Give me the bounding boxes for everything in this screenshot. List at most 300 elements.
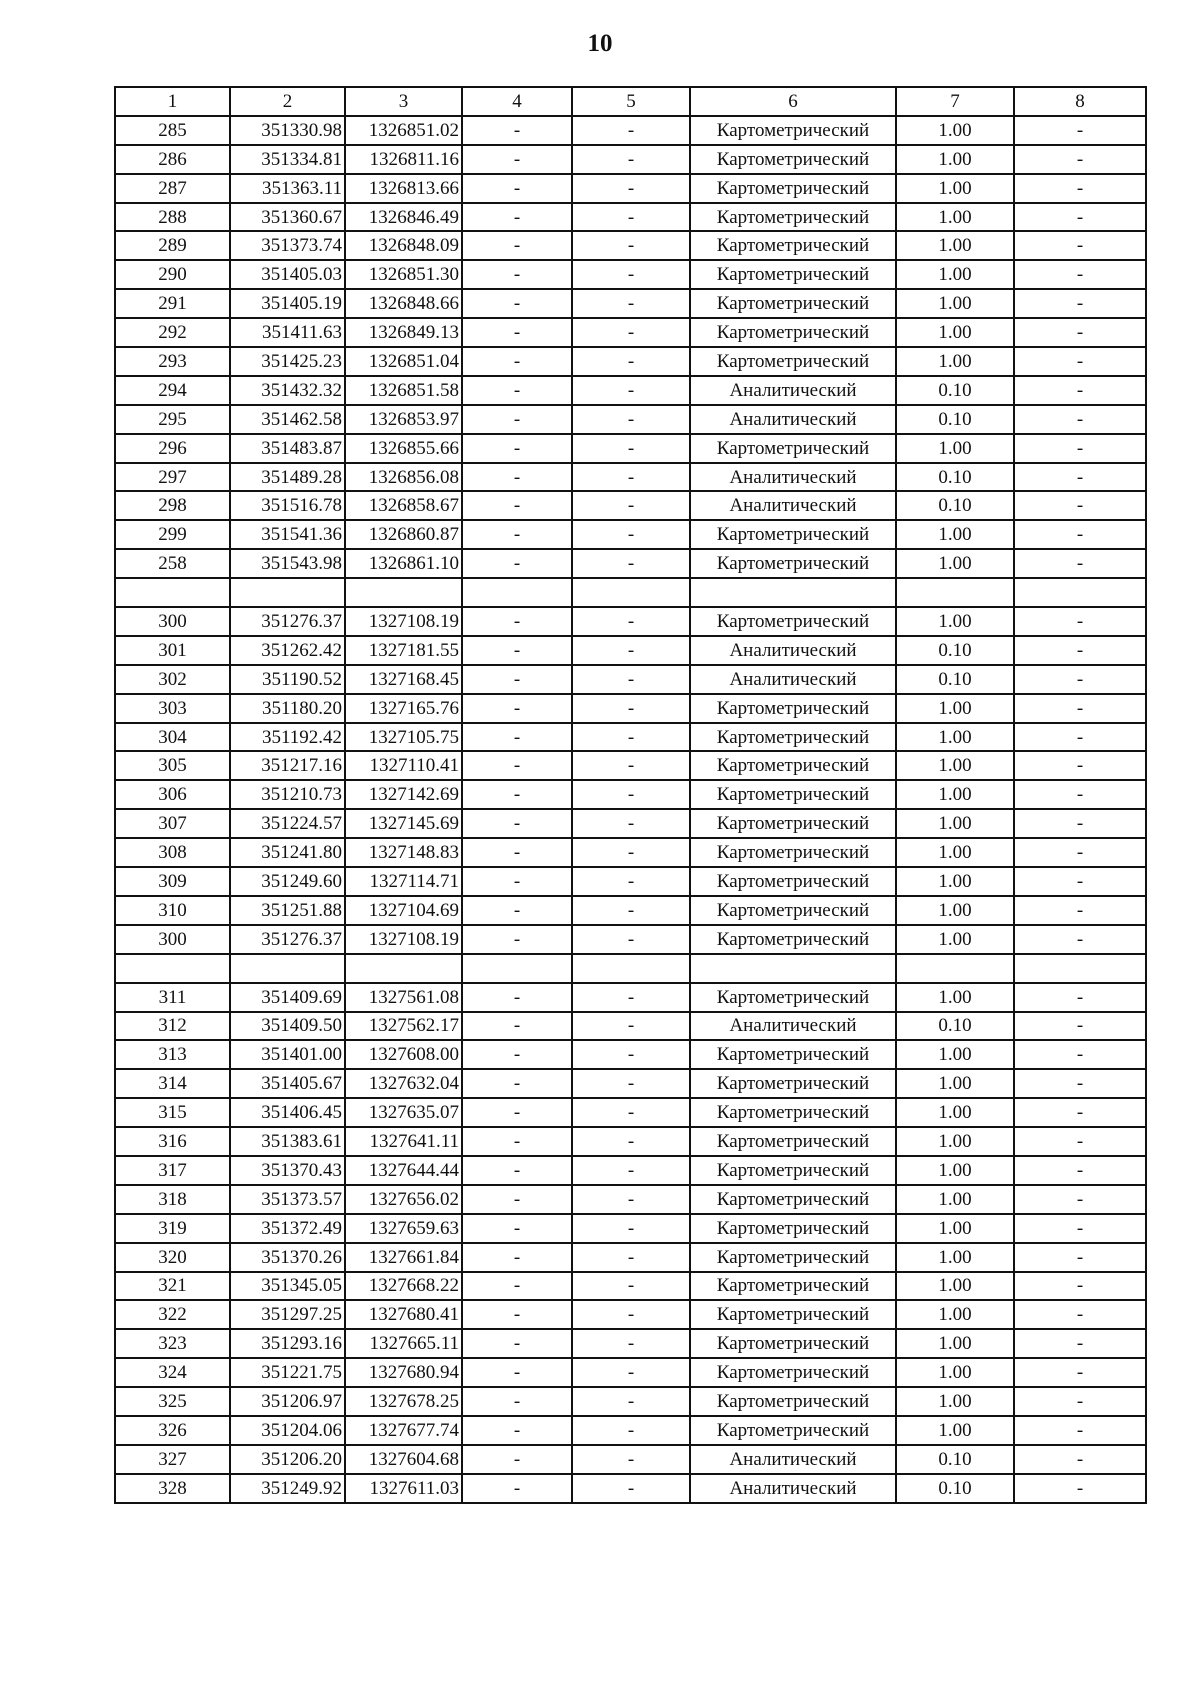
cell-coord-y: 1326861.10	[345, 549, 462, 578]
cell-method: Картометрический	[690, 1214, 896, 1243]
cell-coord-x: 351251.88	[230, 896, 345, 925]
cell-coord-y: 1327604.68	[345, 1445, 462, 1474]
cell-coord-y: 1326849.13	[345, 318, 462, 347]
cell-coord-y: 1327680.41	[345, 1300, 462, 1329]
cell-coord-x: 351224.57	[230, 809, 345, 838]
cell-coord-y: 1327110.41	[345, 751, 462, 780]
cell-accuracy: 1.00	[896, 1243, 1014, 1272]
cell-coord-x: 351372.49	[230, 1214, 345, 1243]
cell-col-5: -	[572, 1012, 690, 1041]
cell-coord-x: 351373.74	[230, 231, 345, 260]
cell-col-5: -	[572, 780, 690, 809]
table-row	[115, 723, 1146, 752]
cell-col-4	[462, 954, 572, 983]
cell-accuracy: 1.00	[896, 809, 1014, 838]
cell-accuracy: 1.00	[896, 694, 1014, 723]
cell-coord-y	[345, 578, 462, 607]
cell-accuracy: 1.00	[896, 1329, 1014, 1358]
cell-coord-y: 1326848.66	[345, 289, 462, 318]
table-row	[115, 1329, 1146, 1358]
cell-coord-x: 351204.06	[230, 1416, 345, 1445]
cell-coord-x: 351180.20	[230, 694, 345, 723]
cell-col-4: -	[462, 1416, 572, 1445]
cell-col-8: -	[1014, 520, 1146, 549]
cell-col-4: -	[462, 1272, 572, 1301]
cell-col-5: -	[572, 1156, 690, 1185]
cell-accuracy: 0.10	[896, 636, 1014, 665]
cell-point-number: 294	[115, 376, 230, 405]
cell-point-number: 321	[115, 1272, 230, 1301]
cell-col-5: -	[572, 1098, 690, 1127]
cell-col-8	[1014, 578, 1146, 607]
cell-coord-x: 351293.16	[230, 1329, 345, 1358]
cell-col-4: -	[462, 896, 572, 925]
table-row	[115, 809, 1146, 838]
cell-point-number: 293	[115, 347, 230, 376]
cell-col-5: -	[572, 549, 690, 578]
cell-col-8: -	[1014, 174, 1146, 203]
cell-col-4: -	[462, 1243, 572, 1272]
cell-col-4: -	[462, 405, 572, 434]
cell-point-number: 285	[115, 116, 230, 145]
cell-point-number: 322	[115, 1300, 230, 1329]
table-row	[115, 318, 1146, 347]
cell-coord-y: 1327105.75	[345, 723, 462, 752]
cell-accuracy: 1.00	[896, 1040, 1014, 1069]
cell-coord-y: 1326860.87	[345, 520, 462, 549]
cell-col-4: -	[462, 867, 572, 896]
cell-method: Картометрический	[690, 203, 896, 232]
cell-method: Картометрический	[690, 1329, 896, 1358]
cell-coord-x: 351370.43	[230, 1156, 345, 1185]
header-cell: 8	[1014, 87, 1146, 116]
cell-col-5: -	[572, 520, 690, 549]
cell-col-8: -	[1014, 1185, 1146, 1214]
cell-method: Картометрический	[690, 607, 896, 636]
cell-coord-x: 351241.80	[230, 838, 345, 867]
cell-accuracy: 0.10	[896, 405, 1014, 434]
cell-point-number: 287	[115, 174, 230, 203]
cell-coord-x: 351297.25	[230, 1300, 345, 1329]
cell-col-8: -	[1014, 809, 1146, 838]
cell-col-5: -	[572, 838, 690, 867]
cell-coord-y: 1327656.02	[345, 1185, 462, 1214]
table-row	[115, 434, 1146, 463]
cell-col-4: -	[462, 1156, 572, 1185]
cell-col-8: -	[1014, 896, 1146, 925]
table-row	[115, 751, 1146, 780]
cell-method	[690, 954, 896, 983]
cell-col-4: -	[462, 520, 572, 549]
cell-method: Картометрический	[690, 549, 896, 578]
cell-coord-x: 351516.78	[230, 491, 345, 520]
cell-accuracy: 1.00	[896, 896, 1014, 925]
cell-accuracy: 1.00	[896, 1300, 1014, 1329]
table-row	[115, 1185, 1146, 1214]
cell-method: Картометрический	[690, 780, 896, 809]
cell-col-5: -	[572, 1272, 690, 1301]
cell-coord-y: 1326855.66	[345, 434, 462, 463]
cell-coord-x: 351405.67	[230, 1069, 345, 1098]
cell-coord-x: 351370.26	[230, 1243, 345, 1272]
table-row	[115, 896, 1146, 925]
cell-col-5: -	[572, 1040, 690, 1069]
cell-col-4: -	[462, 607, 572, 636]
cell-col-5: -	[572, 1474, 690, 1503]
cell-col-4: -	[462, 1474, 572, 1503]
cell-method: Картометрический	[690, 231, 896, 260]
cell-col-8: -	[1014, 1243, 1146, 1272]
cell-col-8: -	[1014, 780, 1146, 809]
cell-coord-y: 1326856.08	[345, 463, 462, 492]
cell-col-5: -	[572, 174, 690, 203]
cell-accuracy: 1.00	[896, 1127, 1014, 1156]
cell-accuracy: 1.00	[896, 289, 1014, 318]
cell-col-5: -	[572, 723, 690, 752]
cell-point-number: 304	[115, 723, 230, 752]
cell-method: Картометрический	[690, 809, 896, 838]
cell-col-5: -	[572, 289, 690, 318]
cell-accuracy: 1.00	[896, 1069, 1014, 1098]
cell-coord-y: 1326851.04	[345, 347, 462, 376]
cell-method: Картометрический	[690, 289, 896, 318]
cell-method: Картометрический	[690, 896, 896, 925]
cell-method: Аналитический	[690, 491, 896, 520]
cell-col-8: -	[1014, 289, 1146, 318]
cell-coord-x	[230, 954, 345, 983]
cell-accuracy: 1.00	[896, 1272, 1014, 1301]
cell-point-number: 289	[115, 231, 230, 260]
header-cell: 1	[115, 87, 230, 116]
cell-col-8: -	[1014, 1474, 1146, 1503]
cell-coord-x: 351411.63	[230, 318, 345, 347]
cell-coord-x: 351489.28	[230, 463, 345, 492]
cell-point-number: 300	[115, 925, 230, 954]
cell-col-8: -	[1014, 723, 1146, 752]
cell-col-4: -	[462, 1214, 572, 1243]
cell-point-number	[115, 578, 230, 607]
header-cell: 6	[690, 87, 896, 116]
table-row	[115, 1127, 1146, 1156]
cell-col-4: -	[462, 145, 572, 174]
cell-accuracy: 0.10	[896, 1474, 1014, 1503]
table-row	[115, 260, 1146, 289]
cell-method: Картометрический	[690, 1156, 896, 1185]
cell-col-5: -	[572, 925, 690, 954]
cell-col-4: -	[462, 318, 572, 347]
cell-col-4: -	[462, 1127, 572, 1156]
table-row	[115, 463, 1146, 492]
cell-col-8: -	[1014, 1387, 1146, 1416]
header-cell: 3	[345, 87, 462, 116]
cell-coord-y: 1327608.00	[345, 1040, 462, 1069]
cell-col-5: -	[572, 405, 690, 434]
cell-coord-y: 1327168.45	[345, 665, 462, 694]
cell-accuracy: 1.00	[896, 549, 1014, 578]
cell-coord-y: 1327108.19	[345, 607, 462, 636]
cell-coord-y: 1327665.11	[345, 1329, 462, 1358]
cell-col-5: -	[572, 260, 690, 289]
table-row	[115, 1358, 1146, 1387]
cell-point-number: 290	[115, 260, 230, 289]
cell-col-5: -	[572, 463, 690, 492]
cell-col-4: -	[462, 925, 572, 954]
cell-method: Аналитический	[690, 1012, 896, 1041]
cell-col-5: -	[572, 867, 690, 896]
cell-coord-x: 351409.69	[230, 983, 345, 1012]
cell-coord-y: 1327680.94	[345, 1358, 462, 1387]
cell-coord-x: 351401.00	[230, 1040, 345, 1069]
cell-col-4: -	[462, 1358, 572, 1387]
header-row	[115, 87, 1146, 116]
cell-method: Картометрический	[690, 694, 896, 723]
table-row	[115, 665, 1146, 694]
cell-col-8: -	[1014, 145, 1146, 174]
cell-accuracy	[896, 578, 1014, 607]
cell-accuracy: 1.00	[896, 1387, 1014, 1416]
cell-coord-x: 351409.50	[230, 1012, 345, 1041]
cell-col-8: -	[1014, 1012, 1146, 1041]
cell-col-8: -	[1014, 1156, 1146, 1185]
cell-col-8: -	[1014, 607, 1146, 636]
cell-col-4: -	[462, 376, 572, 405]
cell-accuracy: 0.10	[896, 463, 1014, 492]
cell-col-4: -	[462, 838, 572, 867]
cell-accuracy: 1.00	[896, 145, 1014, 174]
cell-method: Картометрический	[690, 260, 896, 289]
cell-method: Картометрический	[690, 838, 896, 867]
cell-accuracy: 1.00	[896, 347, 1014, 376]
cell-col-5: -	[572, 1387, 690, 1416]
cell-col-5: -	[572, 1127, 690, 1156]
cell-method: Картометрический	[690, 434, 896, 463]
cell-coord-x: 351405.19	[230, 289, 345, 318]
cell-col-8: -	[1014, 260, 1146, 289]
cell-col-8: -	[1014, 1300, 1146, 1329]
cell-col-8: -	[1014, 491, 1146, 520]
cell-col-8: -	[1014, 231, 1146, 260]
cell-accuracy: 1.00	[896, 1358, 1014, 1387]
cell-col-5: -	[572, 318, 690, 347]
cell-coord-x: 351206.20	[230, 1445, 345, 1474]
cell-coord-x: 351383.61	[230, 1127, 345, 1156]
cell-col-8: -	[1014, 116, 1146, 145]
table-row	[115, 174, 1146, 203]
cell-col-4: -	[462, 1098, 572, 1127]
cell-accuracy: 1.00	[896, 607, 1014, 636]
cell-coord-x: 351210.73	[230, 780, 345, 809]
cell-method: Картометрический	[690, 867, 896, 896]
cell-coord-y	[345, 954, 462, 983]
cell-coord-x: 351221.75	[230, 1358, 345, 1387]
cell-method: Картометрический	[690, 1040, 896, 1069]
cell-col-4: -	[462, 463, 572, 492]
cell-coord-y: 1327632.04	[345, 1069, 462, 1098]
cell-col-5: -	[572, 231, 690, 260]
cell-coord-y: 1326851.58	[345, 376, 462, 405]
cell-col-4: -	[462, 174, 572, 203]
cell-accuracy: 1.00	[896, 203, 1014, 232]
cell-accuracy: 1.00	[896, 260, 1014, 289]
cell-method: Картометрический	[690, 751, 896, 780]
table-row	[115, 1214, 1146, 1243]
table-row	[115, 867, 1146, 896]
table-row	[115, 203, 1146, 232]
cell-accuracy: 1.00	[896, 318, 1014, 347]
cell-method: Аналитический	[690, 1474, 896, 1503]
cell-col-4: -	[462, 723, 572, 752]
cell-col-5: -	[572, 116, 690, 145]
cell-coord-x: 351345.05	[230, 1272, 345, 1301]
cell-accuracy: 1.00	[896, 723, 1014, 752]
table-row	[115, 376, 1146, 405]
cell-col-5	[572, 578, 690, 607]
cell-coord-x: 351462.58	[230, 405, 345, 434]
cell-col-8: -	[1014, 665, 1146, 694]
cell-accuracy: 1.00	[896, 1416, 1014, 1445]
cell-method: Картометрический	[690, 1272, 896, 1301]
cell-accuracy: 1.00	[896, 1214, 1014, 1243]
cell-coord-y: 1326846.49	[345, 203, 462, 232]
table-row	[115, 1012, 1146, 1041]
cell-method: Картометрический	[690, 116, 896, 145]
cell-point-number: 316	[115, 1127, 230, 1156]
cell-point-number: 306	[115, 780, 230, 809]
table-row	[115, 520, 1146, 549]
cell-point-number: 288	[115, 203, 230, 232]
cell-coord-y: 1326848.09	[345, 231, 462, 260]
cell-method: Картометрический	[690, 1185, 896, 1214]
cell-coord-y: 1327661.84	[345, 1243, 462, 1272]
cell-coord-x: 351405.03	[230, 260, 345, 289]
cell-point-number: 318	[115, 1185, 230, 1214]
cell-coord-y: 1327641.11	[345, 1127, 462, 1156]
cell-col-4: -	[462, 491, 572, 520]
table-row	[115, 1300, 1146, 1329]
cell-point-number: 319	[115, 1214, 230, 1243]
cell-coord-y: 1327148.83	[345, 838, 462, 867]
cell-col-4: -	[462, 1300, 572, 1329]
cell-col-4: -	[462, 694, 572, 723]
cell-point-number: 310	[115, 896, 230, 925]
cell-coord-x: 351249.92	[230, 1474, 345, 1503]
cell-col-5: -	[572, 434, 690, 463]
cell-coord-y: 1326858.67	[345, 491, 462, 520]
cell-point-number: 297	[115, 463, 230, 492]
cell-col-8: -	[1014, 1272, 1146, 1301]
cell-col-5	[572, 954, 690, 983]
cell-col-4: -	[462, 231, 572, 260]
cell-col-4: -	[462, 549, 572, 578]
cell-col-5: -	[572, 1069, 690, 1098]
table-separator-row	[115, 954, 1146, 983]
cell-point-number: 301	[115, 636, 230, 665]
cell-col-4: -	[462, 1445, 572, 1474]
cell-coord-y: 1326851.02	[345, 116, 462, 145]
cell-accuracy: 1.00	[896, 838, 1014, 867]
table-row	[115, 838, 1146, 867]
cell-method: Аналитический	[690, 405, 896, 434]
header-cell: 4	[462, 87, 572, 116]
cell-col-8: -	[1014, 1358, 1146, 1387]
cell-coord-x: 351276.37	[230, 607, 345, 636]
cell-col-8: -	[1014, 983, 1146, 1012]
cell-accuracy: 1.00	[896, 867, 1014, 896]
cell-method: Картометрический	[690, 174, 896, 203]
cell-coord-y: 1327104.69	[345, 896, 462, 925]
cell-point-number: 313	[115, 1040, 230, 1069]
cell-col-5: -	[572, 1358, 690, 1387]
cell-accuracy: 1.00	[896, 751, 1014, 780]
cell-method: Картометрический	[690, 1098, 896, 1127]
cell-col-4: -	[462, 809, 572, 838]
cell-coord-y: 1327145.69	[345, 809, 462, 838]
cell-col-8: -	[1014, 751, 1146, 780]
cell-col-5: -	[572, 376, 690, 405]
cell-col-4	[462, 578, 572, 607]
cell-col-8: -	[1014, 376, 1146, 405]
cell-col-5: -	[572, 636, 690, 665]
cell-point-number: 307	[115, 809, 230, 838]
cell-accuracy: 1.00	[896, 116, 1014, 145]
cell-accuracy: 1.00	[896, 1156, 1014, 1185]
cell-col-4: -	[462, 434, 572, 463]
cell-coord-x: 351276.37	[230, 925, 345, 954]
cell-accuracy	[896, 954, 1014, 983]
page-number: 10	[587, 30, 613, 57]
cell-method: Картометрический	[690, 1387, 896, 1416]
cell-accuracy: 1.00	[896, 520, 1014, 549]
cell-coord-x: 351190.52	[230, 665, 345, 694]
cell-point-number: 295	[115, 405, 230, 434]
cell-coord-y: 1327114.71	[345, 867, 462, 896]
cell-accuracy: 1.00	[896, 925, 1014, 954]
header-cell: 2	[230, 87, 345, 116]
table-row	[115, 405, 1146, 434]
cell-coord-y: 1327678.25	[345, 1387, 462, 1416]
cell-method: Картометрический	[690, 1243, 896, 1272]
cell-col-8: -	[1014, 1445, 1146, 1474]
table-row	[115, 1387, 1146, 1416]
cell-point-number: 291	[115, 289, 230, 318]
cell-col-8: -	[1014, 636, 1146, 665]
cell-coord-x: 351425.23	[230, 347, 345, 376]
cell-col-8: -	[1014, 1214, 1146, 1243]
cell-method: Картометрический	[690, 983, 896, 1012]
cell-point-number: 305	[115, 751, 230, 780]
table-body	[115, 116, 1146, 1503]
cell-col-5: -	[572, 751, 690, 780]
cell-coord-x: 351432.32	[230, 376, 345, 405]
cell-coord-x: 351406.45	[230, 1098, 345, 1127]
cell-accuracy: 1.00	[896, 983, 1014, 1012]
cell-col-4: -	[462, 1387, 572, 1416]
cell-coord-y: 1326811.16	[345, 145, 462, 174]
cell-col-8: -	[1014, 925, 1146, 954]
cell-col-8: -	[1014, 867, 1146, 896]
cell-point-number: 325	[115, 1387, 230, 1416]
cell-accuracy: 0.10	[896, 376, 1014, 405]
cell-col-4: -	[462, 780, 572, 809]
cell-coord-x: 351192.42	[230, 723, 345, 752]
table-row	[115, 694, 1146, 723]
cell-col-8: -	[1014, 1127, 1146, 1156]
cell-method: Аналитический	[690, 463, 896, 492]
cell-accuracy: 1.00	[896, 231, 1014, 260]
cell-point-number: 299	[115, 520, 230, 549]
cell-coord-x: 351543.98	[230, 549, 345, 578]
cell-accuracy: 0.10	[896, 665, 1014, 694]
